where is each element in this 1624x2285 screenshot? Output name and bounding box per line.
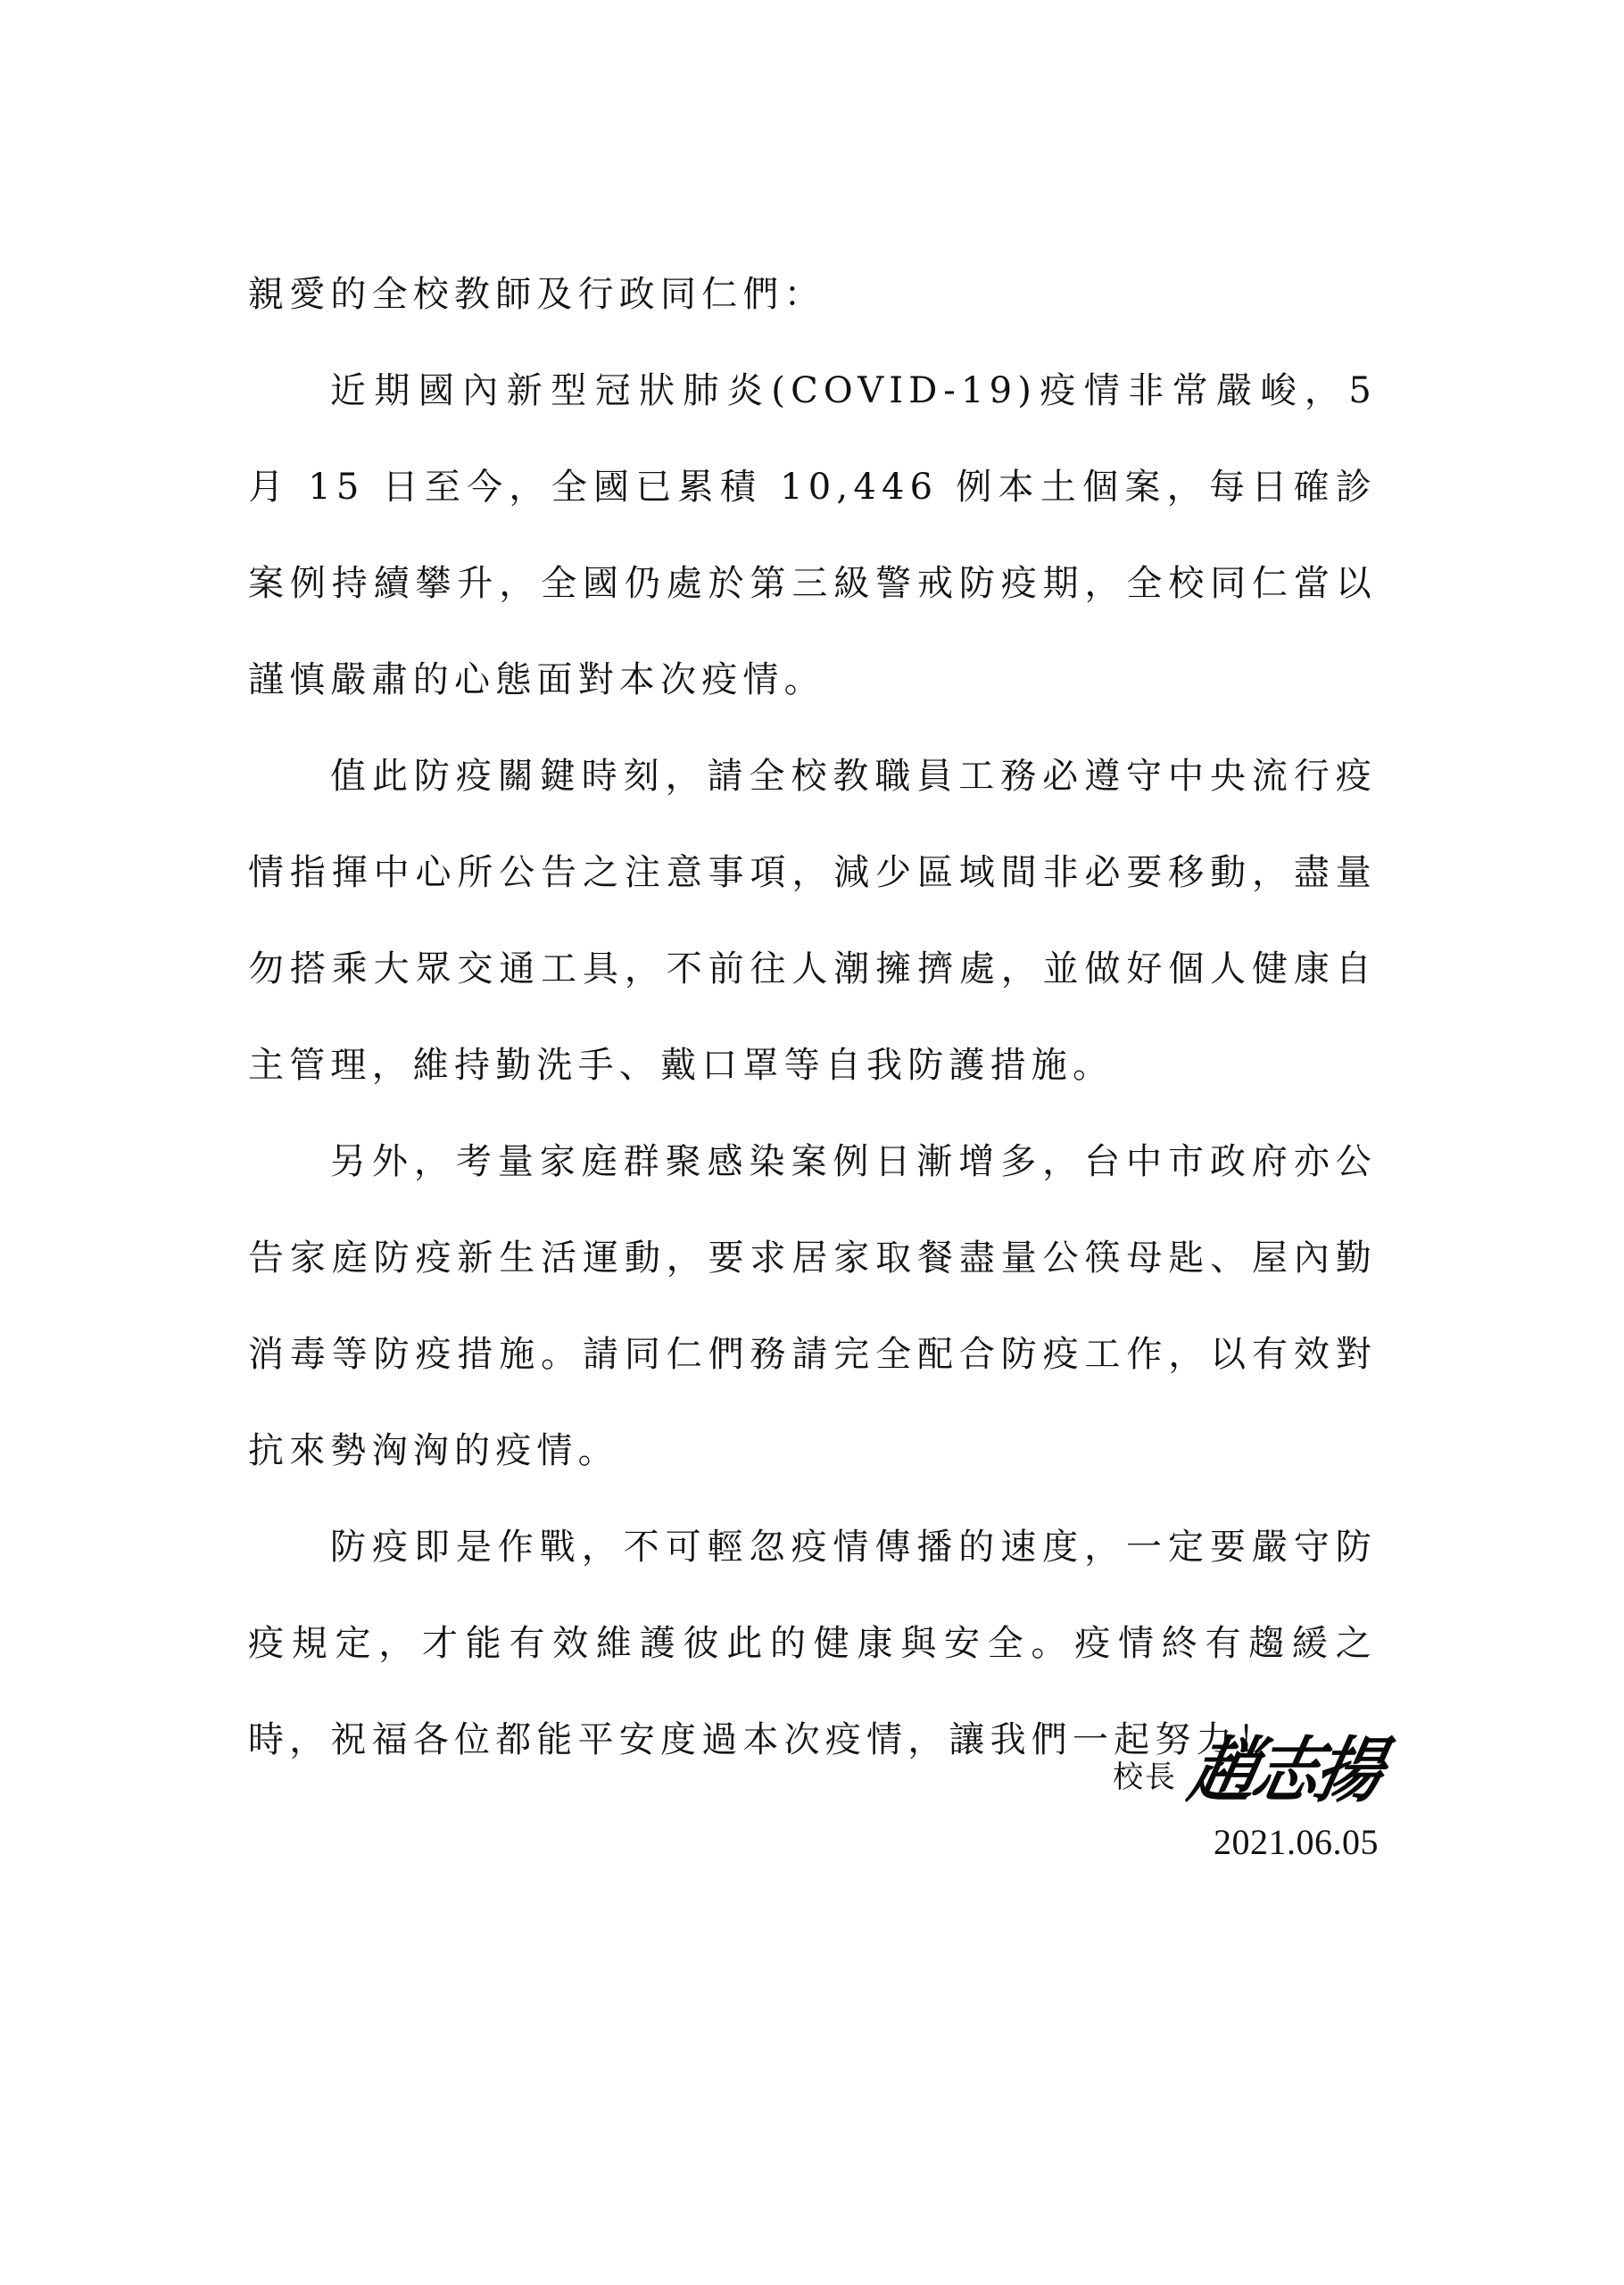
signature-block	[1113, 1726, 1388, 1863]
paragraph-3: 另外，考量家庭群聚感染案例日漸增多，台中市政府亦公告家庭防疫新生活運動，要求居家取餐盡量公筷母匙、屋內勤消毒等防疫措施。請同仁們務請完全配合防疫工作，以有效對抗來勢洶洶的疫情。	[248, 1141, 1377, 1471]
letter-date: 2021.06.05	[1214, 1822, 1379, 1862]
handwritten-signature: 趙志揚	[1182, 1729, 1388, 1813]
letter-body	[248, 343, 1377, 1788]
paragraph-4: 防疫即是作戰，不可輕忽疫情傳播的速度，一定要嚴守防疫規定，才能有效維護彼此的健康與安全。疫情終有趨緩之時，祝福各位都能平安度過本次疫情，讓我們一起努力！	[248, 1527, 1377, 1760]
paragraph-2: 值此防疫關鍵時刻，請全校教職員工務必遵守中央流行疫情指揮中心所公告之注意事項，減少區域間非必要移動，盡量勿搭乘大眾交通工具，不前往人潮擁擠處，並做好個人健康自主管理，維持勤洗手、戴口罩等自我防護措施。	[248, 756, 1377, 1086]
salutation: 親愛的全校教師及行政同仁們：	[248, 274, 825, 315]
signer-title: 校長	[1113, 1759, 1177, 1795]
paragraph-1: 近期國內新型冠狀肺炎(COVID-19)疫情非常嚴峻，5 月 15 日至今，全國已累積 10,446 例本土個案，每日確診案例持續攀升，全國仍處於第三級警戒防疫期，全校同仁當以謹慎嚴肅的心態面對本次疫情。	[248, 370, 1377, 700]
signature-line	[1113, 1726, 1388, 1816]
